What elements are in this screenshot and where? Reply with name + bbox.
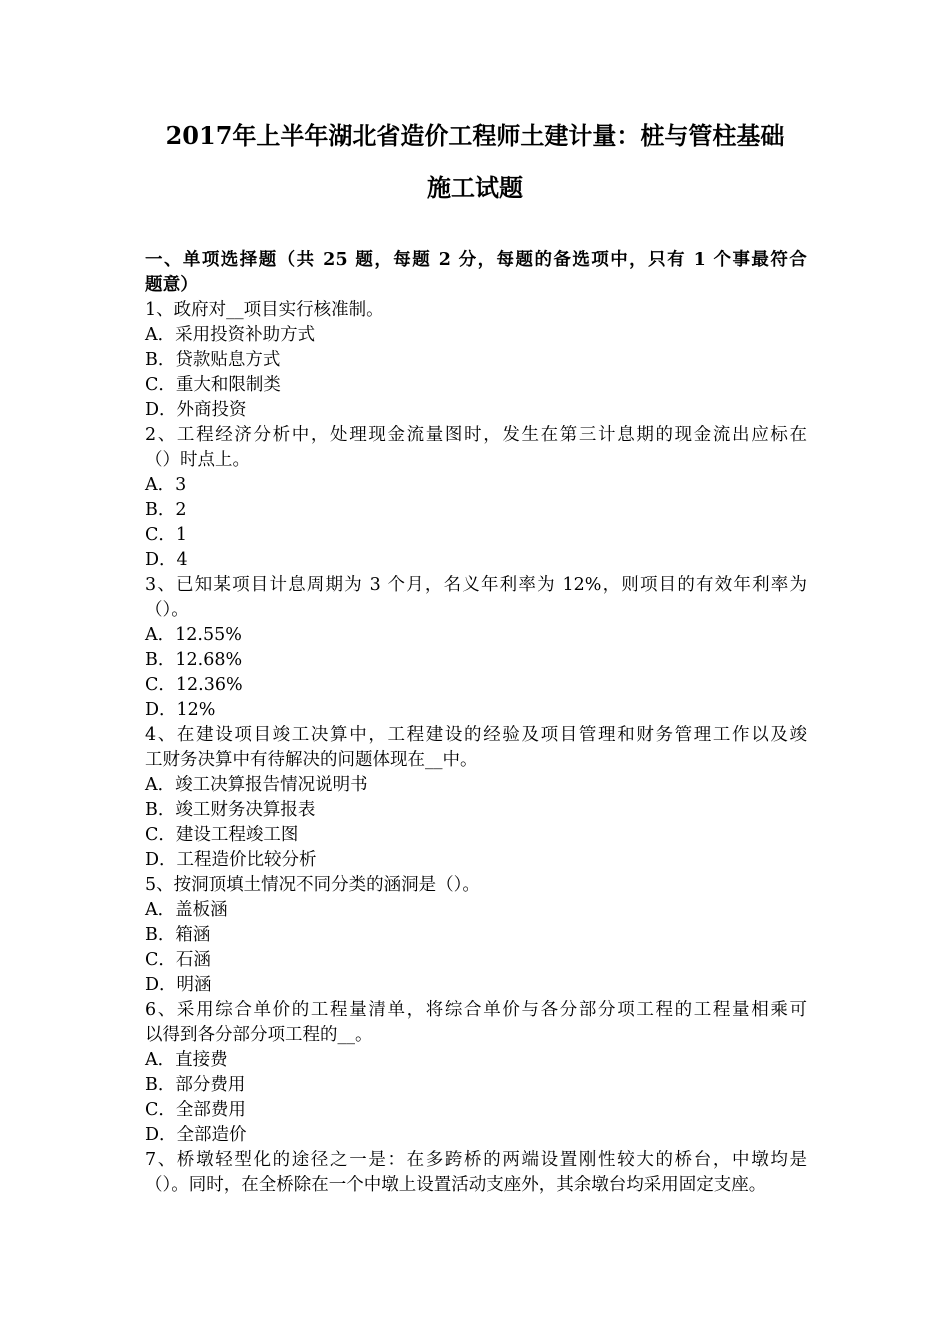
option-d: D．工程造价比较分析 bbox=[145, 850, 317, 870]
question-7 bbox=[145, 1148, 807, 1198]
option-d: D．4 bbox=[145, 550, 188, 570]
option-b: B．2 bbox=[145, 500, 187, 520]
question-stem: 6、采用综合单价的工程量清单，将综合单价与各分部分项工程的工程量相乘可 bbox=[145, 1000, 807, 1020]
question-6 bbox=[145, 998, 807, 1148]
question-3 bbox=[145, 573, 807, 723]
option-a: A．盖板涵 bbox=[145, 900, 228, 920]
question-stem-continued: （）。同时，在全桥除在一个中墩上设置活动支座外，其余墩台均采用固定支座。 bbox=[145, 1175, 767, 1195]
question-stem: 4、在建设项目竣工决算中，工程建设的经验及项目管理和财务管理工作以及竣 bbox=[145, 725, 807, 745]
question-stem-continued: 以得到各分部分项工程的__。 bbox=[145, 1025, 373, 1045]
section-heading-line-1: 一、单项选择题（共 25 题，每题 2 分，每题的备选项中，只有 1 个事最符合 bbox=[145, 250, 807, 270]
option-a: A．直接费 bbox=[145, 1050, 228, 1070]
option-b: B．竣工财务决算报表 bbox=[145, 800, 316, 820]
option-c: C．12.36% bbox=[145, 675, 243, 695]
question-5 bbox=[145, 873, 807, 998]
option-a: A．3 bbox=[145, 475, 187, 495]
section-heading-line-2: 题意） bbox=[145, 275, 199, 295]
option-d: D．外商投资 bbox=[145, 400, 247, 420]
option-c: C．石涵 bbox=[145, 950, 211, 970]
question-stem: 2、工程经济分析中，处理现金流量图时，发生在第三计息期的现金流出应标在 bbox=[145, 425, 807, 445]
question-stem-continued: 工财务决算中有待解决的问题体现在__中。 bbox=[145, 750, 478, 770]
option-b: B．部分费用 bbox=[145, 1075, 246, 1095]
option-d: D．明涵 bbox=[145, 975, 212, 995]
option-b: B．贷款贴息方式 bbox=[145, 350, 281, 370]
option-a: A．竣工决算报告情况说明书 bbox=[145, 775, 368, 795]
question-stem: 1、政府对__项目实行核准制。 bbox=[145, 300, 384, 320]
question-stem: 5、按洞顶填土情况不同分类的涵洞是（）。 bbox=[145, 875, 480, 895]
option-a: A．12.55% bbox=[145, 625, 242, 645]
option-b: B．箱涵 bbox=[145, 925, 211, 945]
question-stem: 7、桥墩轻型化的途径之一是：在多跨桥的两端设置刚性较大的桥台，中墩均是 bbox=[145, 1150, 807, 1170]
document-body bbox=[145, 248, 807, 1198]
question-4 bbox=[145, 723, 807, 873]
option-b: B．12.68% bbox=[145, 650, 243, 670]
option-c: C．全部费用 bbox=[145, 1100, 246, 1120]
question-1 bbox=[145, 298, 807, 423]
option-c: C．1 bbox=[145, 525, 188, 545]
option-d: D．全部造价 bbox=[145, 1125, 247, 1145]
document-title-line-2: 施工试题 bbox=[427, 173, 523, 202]
question-stem-continued: （）时点上。 bbox=[145, 450, 250, 470]
question-stem-continued: （）。 bbox=[145, 600, 189, 620]
question-stem: 3、已知某项目计息周期为 3 个月，名义年利率为 12%，则项目的有效年利率为 bbox=[145, 575, 807, 595]
document-title-line-1: 2017年上半年湖北省造价工程师土建计量：桩与管柱基础 bbox=[165, 121, 785, 150]
question-2 bbox=[145, 423, 807, 573]
option-a: A．采用投资补助方式 bbox=[145, 325, 316, 345]
option-d: D．12% bbox=[145, 700, 216, 720]
option-c: C．建设工程竣工图 bbox=[145, 825, 299, 845]
option-c: C．重大和限制类 bbox=[145, 375, 281, 395]
